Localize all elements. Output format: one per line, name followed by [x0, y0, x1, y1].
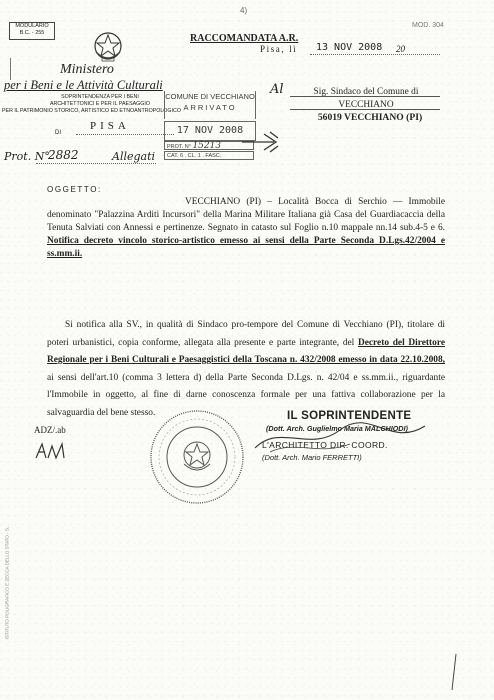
subject-block: [47, 196, 445, 261]
stamp-arrivato: ARRIVATO: [183, 103, 237, 112]
office-line2: ARCHITETTONICI E PER IL PAESAGGIO: [50, 100, 150, 107]
protocol-line: [36, 163, 156, 164]
office-line3: PER IL PATRIMONIO STORICO, ARTISTICO ED ETNOANTROPOLOGICO: [2, 108, 181, 114]
recipient-al: Al: [270, 82, 284, 97]
city-name: PISA: [90, 120, 130, 132]
subject-text: VECCHIANO (PI) – Località Bocca di Serchio — Immobile denominato "Palazzina Arditi Incursori" della Marina Militare Italiana già Casa del Guardiacaccia della Tenuta Salviati con Annessi e pertinenze. Segnato in catasto sul Foglio n.10 mappale nn.14 sub.4-5 e 6.: [47, 197, 445, 233]
office-line1: SOPRINTENDENZA PER I BENI: [61, 94, 139, 100]
stamp-category: CAT. 6 . CL. 1 . FASC.: [164, 151, 254, 160]
body-decree: Decreto del Direttore Regionale per i Beni Culturali e Paesaggistici della Toscana n. 432/2008 emesso in data 22.10.2008,: [47, 337, 445, 365]
recipient-line3: 56019 VECCHIANO (PI): [317, 112, 423, 123]
form-box-line1: MODULARIO: [15, 23, 49, 29]
mod-number: MOD. 304: [412, 22, 444, 29]
stamp-comune: COMUNE DI VECCHIANO: [165, 92, 255, 101]
protocol-label: Prot. N°: [4, 150, 50, 163]
form-box-line2: B.C. - 255: [19, 30, 45, 36]
recipient-rule1: [290, 96, 440, 97]
recipient-line2: VECCHIANO: [338, 100, 394, 110]
stamp-date: 17 NOV 2008: [164, 121, 256, 141]
signature-name1: (Dott. Arch. Guglielmo Maria MALCHIODI): [266, 424, 408, 433]
recipient-rule2: [290, 109, 440, 110]
initials: ADZ/.ab: [34, 425, 66, 435]
year-suffix: 20: [396, 44, 405, 54]
office-name: [10, 94, 190, 107]
margin-mark: [10, 58, 11, 80]
handwritten-signature: [250, 418, 435, 458]
place-date-prefix: Pisa, lì: [260, 44, 298, 54]
raccomandata-label: RACCOMANDATA A.R.: [190, 33, 299, 44]
official-seal: [148, 408, 246, 506]
page-mark: 4): [240, 6, 248, 15]
body-part2: ai sensi dell'art.10 (comma 3 lettera d) della Parte Seconda D.Lgs. n. 42/04 e ss.mm.ii., riguardante l'Immobile in oggetto, al fine di darne conoscenza formale per una fattiva collaborazione per la salvaguardia del bene stesso.: [47, 372, 445, 418]
date-stamp: 13 NOV 2008: [316, 42, 383, 53]
form-code-box: [9, 22, 55, 40]
arrow-scribble-icon: [240, 128, 280, 154]
bottom-mark: [446, 652, 460, 692]
ministry-name: per i Beni e le Attività Culturali: [4, 78, 163, 92]
stamp-prot-number: 15213: [192, 141, 222, 151]
stamp-prot-label: PROT. N°: [167, 144, 191, 150]
body-part1: Si notifica alla SV., in qualità di Sindaco pro-tempore del Comune di Vecchiano (PI), titolare di poteri urbanistici, copia conforme, allegata alla presente e parte integrante, del: [47, 320, 445, 348]
ministry-title: Ministero: [60, 62, 114, 77]
protocol-number: 2882: [48, 148, 79, 162]
signature-title: IL SOPRINTENDENTE: [287, 410, 412, 422]
italian-republic-emblem-icon: [92, 30, 124, 64]
initials-scribble: [34, 440, 68, 462]
signature-line2: L'ARCHITETTO DIR. COORD.: [262, 440, 388, 450]
recipient-line1: Sig. Sindaco del Comune di: [313, 87, 419, 97]
allegati-label: Allegati: [112, 150, 156, 163]
di-label: DI: [55, 130, 61, 136]
body-paragraph: [47, 317, 445, 422]
subject-notice: Notifica decreto vincolo storico-artistico emesso ai sensi della Parte Seconda D.Lgs.42/2004 e ss.mm.ii.: [47, 236, 445, 259]
city-line: [76, 134, 174, 135]
subject-label: OGGETTO:: [47, 185, 102, 194]
side-printer-mark: ISTITUTO POLIGRAFICO E ZECCA DELLO STATO - S.: [4, 526, 10, 640]
signature-name2: (Dott. Arch. Mario FERRETTI): [262, 453, 362, 462]
date-line: [310, 54, 440, 55]
